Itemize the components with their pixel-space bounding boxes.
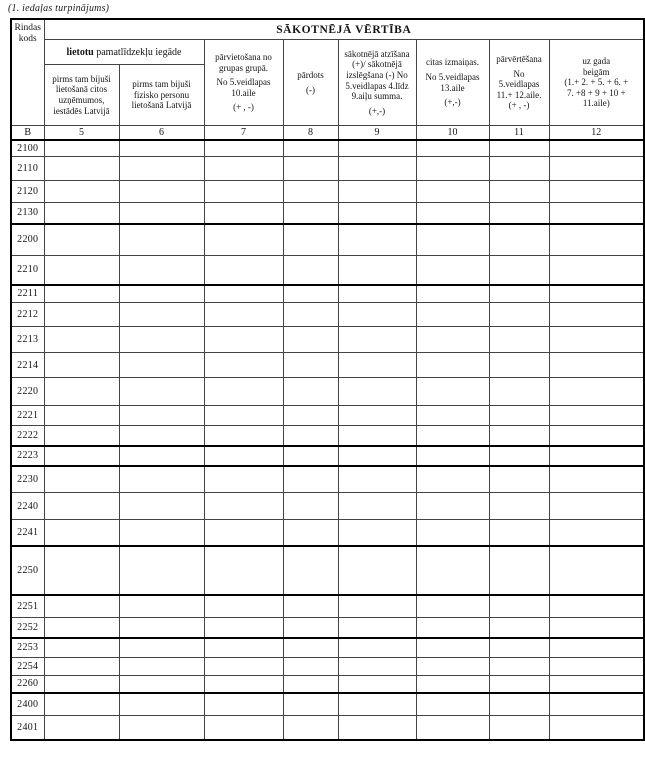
row-code: 2241: [11, 520, 44, 546]
data-cell: [119, 353, 204, 378]
data-cell: [549, 327, 644, 353]
row-code: 2221: [11, 406, 44, 426]
data-cell: [549, 426, 644, 446]
row-code: 2100: [11, 140, 44, 157]
data-cell: [549, 285, 644, 303]
data-cell: [549, 546, 644, 595]
data-cell: [416, 446, 489, 466]
data-cell: [549, 181, 644, 203]
data-cell: [44, 638, 119, 658]
header-paragraph: pirms tam bijuši fizisko personu lietošanā Latvijā: [131, 79, 192, 111]
data-cell: [283, 303, 338, 327]
data-cell: [44, 157, 119, 181]
data-cell: [338, 285, 416, 303]
row-code: 2400: [11, 693, 44, 716]
data-cell: [283, 378, 338, 406]
data-cell: [204, 493, 283, 520]
data-cell: [338, 426, 416, 446]
data-cell: [489, 546, 549, 595]
data-cell: [44, 493, 119, 520]
data-cell: [489, 520, 549, 546]
col-code-9: 9: [338, 126, 416, 140]
data-cell: [204, 638, 283, 658]
table-row-2210: [11, 256, 644, 285]
data-cell: [338, 618, 416, 638]
table-header: [11, 19, 644, 140]
data-cell: [283, 658, 338, 676]
row-code: 2253: [11, 638, 44, 658]
data-cell: [489, 181, 549, 203]
data-cell: [44, 285, 119, 303]
row-code: 2223: [11, 446, 44, 466]
data-cell: [119, 224, 204, 256]
data-cell: [119, 693, 204, 716]
data-cell: [489, 693, 549, 716]
data-cell: [416, 327, 489, 353]
data-cell: [338, 378, 416, 406]
data-cell: [44, 546, 119, 595]
data-cell: [119, 658, 204, 676]
row-code: 2222: [11, 426, 44, 446]
header-paragraph: No 5.veidlapas 11.+ 12.aile. (+ , -): [496, 68, 542, 111]
data-cell: [416, 520, 489, 546]
data-cell: [416, 181, 489, 203]
row-code: 2212: [11, 303, 44, 327]
data-cell: [44, 303, 119, 327]
table-row-2253: [11, 638, 644, 658]
data-cell: [549, 140, 644, 157]
data-cell: [204, 256, 283, 285]
data-cell: [549, 595, 644, 618]
data-cell: [549, 353, 644, 378]
data-cell: [489, 676, 549, 693]
table-row-2251: [11, 595, 644, 618]
table-row-2252: [11, 618, 644, 638]
data-cell: [283, 285, 338, 303]
data-cell: [204, 203, 283, 224]
data-cell: [338, 520, 416, 546]
data-cell: [549, 466, 644, 493]
data-cell: [204, 716, 283, 740]
data-cell: [338, 546, 416, 595]
row-code: 2240: [11, 493, 44, 520]
data-cell: [549, 256, 644, 285]
data-cell: [338, 181, 416, 203]
data-cell: [44, 658, 119, 676]
data-cell: [119, 466, 204, 493]
table-row-2120: [11, 181, 644, 203]
data-cell: [489, 595, 549, 618]
data-cell: [489, 256, 549, 285]
data-cell: [549, 493, 644, 520]
data-cell: [44, 378, 119, 406]
data-cell: [204, 285, 283, 303]
table-row-2400: [11, 693, 644, 716]
data-cell: [204, 466, 283, 493]
data-cell: [283, 181, 338, 203]
data-cell: [283, 595, 338, 618]
data-cell: [204, 303, 283, 327]
row-code: 2213: [11, 327, 44, 353]
data-cell: [44, 466, 119, 493]
data-cell: [119, 618, 204, 638]
data-cell: [489, 353, 549, 378]
data-cell: [416, 303, 489, 327]
data-cell: [549, 520, 644, 546]
data-cell: [119, 157, 204, 181]
data-cell: [283, 406, 338, 426]
data-cell: [549, 157, 644, 181]
data-cell: [283, 466, 338, 493]
data-cell: [204, 181, 283, 203]
data-cell: [44, 256, 119, 285]
data-cell: [204, 157, 283, 181]
data-cell: [338, 466, 416, 493]
header-paragraph: No 5.veidlapas 13.aile: [425, 71, 480, 93]
group-header-rest-part: pamatlīdzekļu iegāde: [93, 46, 182, 58]
data-cell: [416, 595, 489, 618]
header-paragraph: pārvērtēšana: [496, 53, 542, 64]
data-cell: [489, 327, 549, 353]
row-code: 2254: [11, 658, 44, 676]
table-row-2241: [11, 520, 644, 546]
data-cell: [549, 203, 644, 224]
continuation-note: (1. iedaļas turpinājums): [8, 3, 110, 14]
data-cell: [204, 658, 283, 676]
data-cell: [283, 676, 338, 693]
data-cell: [283, 446, 338, 466]
row-code: 2130: [11, 203, 44, 224]
data-cell: [338, 406, 416, 426]
table-row-2213: [11, 327, 644, 353]
data-cell: [489, 466, 549, 493]
data-cell: [416, 426, 489, 446]
data-cell: [489, 303, 549, 327]
data-cell: [416, 224, 489, 256]
data-cell: [283, 426, 338, 446]
row-code: 2401: [11, 716, 44, 740]
col-header-9: [338, 40, 416, 126]
data-cell: [338, 595, 416, 618]
data-cell: [338, 658, 416, 676]
data-cell: [283, 618, 338, 638]
data-cell: [119, 285, 204, 303]
table-row-2401: [11, 716, 644, 740]
table-row-2100: [11, 140, 644, 157]
data-cell: [44, 203, 119, 224]
data-cell: [338, 353, 416, 378]
table-body: [11, 140, 644, 740]
data-cell: [549, 676, 644, 693]
data-cell: [489, 658, 549, 676]
data-cell: [338, 224, 416, 256]
data-cell: [338, 638, 416, 658]
data-cell: [283, 638, 338, 658]
data-cell: [44, 618, 119, 638]
data-cell: [283, 520, 338, 546]
table-row-2230: [11, 466, 644, 493]
table-row-2211: [11, 285, 644, 303]
data-cell: [119, 546, 204, 595]
data-cell: [204, 446, 283, 466]
data-cell: [416, 353, 489, 378]
data-cell: [416, 157, 489, 181]
data-cell: [204, 693, 283, 716]
table-row-2221: [11, 406, 644, 426]
header-row-main: [11, 19, 644, 40]
data-cell: [338, 676, 416, 693]
table-row-2200: [11, 224, 644, 256]
col-code-7: 7: [204, 126, 283, 140]
data-cell: [283, 157, 338, 181]
data-cell: [489, 406, 549, 426]
data-cell: [204, 595, 283, 618]
data-cell: [204, 140, 283, 157]
col-header-7: [204, 40, 283, 126]
data-cell: [338, 446, 416, 466]
header-row-group: [11, 40, 644, 65]
header-paragraph: (+,-): [368, 105, 386, 116]
data-cell: [204, 224, 283, 256]
data-cell: [44, 140, 119, 157]
data-cell: [549, 658, 644, 676]
data-cell: [283, 693, 338, 716]
col-header-11: [489, 40, 549, 126]
data-cell: [283, 203, 338, 224]
data-cell: [119, 327, 204, 353]
data-cell: [283, 256, 338, 285]
table-row-2254: [11, 658, 644, 676]
table-row-2110: [11, 157, 644, 181]
data-cell: [489, 285, 549, 303]
row-code: 2252: [11, 618, 44, 638]
col-code-B: B: [11, 126, 44, 140]
data-cell: [119, 426, 204, 446]
data-cell: [416, 676, 489, 693]
data-cell: [283, 327, 338, 353]
data-cell: [489, 157, 549, 181]
data-cell: [338, 493, 416, 520]
data-cell: [416, 378, 489, 406]
data-cell: [489, 493, 549, 520]
data-cell: [338, 256, 416, 285]
data-cell: [338, 327, 416, 353]
data-cell: [283, 353, 338, 378]
data-cell: [119, 140, 204, 157]
data-cell: [283, 224, 338, 256]
data-cell: [549, 446, 644, 466]
header-paragraph: pirms tam bijuši lietošanā citos uzņēmumos, iestādēs Latvijā: [52, 73, 111, 116]
data-cell: [44, 426, 119, 446]
data-cell: [204, 426, 283, 446]
data-cell: [338, 203, 416, 224]
data-cell: [549, 618, 644, 638]
data-cell: [489, 446, 549, 466]
data-cell: [44, 224, 119, 256]
data-cell: [416, 493, 489, 520]
data-cell: [489, 378, 549, 406]
data-cell: [44, 406, 119, 426]
data-cell: [283, 140, 338, 157]
data-cell: [119, 378, 204, 406]
data-cell: [44, 716, 119, 740]
data-cell: [338, 716, 416, 740]
data-cell: [416, 693, 489, 716]
data-cell: [119, 446, 204, 466]
header-paragraph: (+,-): [444, 97, 461, 108]
data-cell: [119, 406, 204, 426]
data-cell: [204, 353, 283, 378]
data-cell: [119, 638, 204, 658]
data-cell: [338, 140, 416, 157]
data-cell: [44, 520, 119, 546]
table-row-2214: [11, 353, 644, 378]
data-cell: [119, 181, 204, 203]
row-code: 2200: [11, 224, 44, 256]
table-row-2222: [11, 426, 644, 446]
data-cell: [119, 676, 204, 693]
data-cell: [204, 520, 283, 546]
table-row-2212: [11, 303, 644, 327]
col-header-10: [416, 40, 489, 126]
header-paragraph: pārdots: [297, 69, 324, 80]
row-code: 2214: [11, 353, 44, 378]
row-code: 2110: [11, 157, 44, 181]
header-paragraph: sākotnējā atzīšana (+)/ sākotnējā izslēgšana (-) No 5.veidlapas 4.līdz 9.aiļu summa.: [344, 48, 410, 102]
data-cell: [283, 546, 338, 595]
data-cell: [549, 378, 644, 406]
data-cell: [416, 658, 489, 676]
data-cell: [204, 378, 283, 406]
table-row-2220: [11, 378, 644, 406]
col-code-8: 8: [283, 126, 338, 140]
row-code: 2120: [11, 181, 44, 203]
data-cell: [283, 716, 338, 740]
data-cell: [549, 303, 644, 327]
col-header-6: [119, 65, 204, 126]
col-code-11: 11: [489, 126, 549, 140]
data-cell: [338, 157, 416, 181]
row-code-column-header: Rindas kods: [11, 19, 44, 126]
row-code: 2210: [11, 256, 44, 285]
row-code: 2211: [11, 285, 44, 303]
data-cell: [416, 546, 489, 595]
data-cell: [44, 693, 119, 716]
data-cell: [489, 224, 549, 256]
data-cell: [44, 327, 119, 353]
col-code-12: 12: [549, 126, 644, 140]
data-cell: [204, 327, 283, 353]
table-row-2130: [11, 203, 644, 224]
data-cell: [119, 303, 204, 327]
col-code-5: 5: [44, 126, 119, 140]
data-cell: [119, 256, 204, 285]
row-code: 2251: [11, 595, 44, 618]
col-header-12: [549, 40, 644, 126]
header-paragraph: citas izmaiņas.: [426, 57, 479, 68]
table-row-2223: [11, 446, 644, 466]
header-paragraph: No 5.veidlapas 10.aile: [216, 77, 271, 98]
col-code-10: 10: [416, 126, 489, 140]
data-cell: [416, 638, 489, 658]
header-paragraph: (-): [306, 84, 315, 95]
data-cell: [489, 426, 549, 446]
data-cell: [44, 181, 119, 203]
header-paragraph: (+ , -): [233, 102, 254, 113]
data-cell: [44, 353, 119, 378]
row-code: 2250: [11, 546, 44, 595]
col-header-5: [44, 65, 119, 126]
group-header-bold-part: lietotu: [66, 46, 94, 58]
col-group-header-used-assets: [44, 40, 204, 65]
data-cell: [489, 638, 549, 658]
table-row-2240: [11, 493, 644, 520]
header-paragraph: pārvietošana no grupas grupā.: [215, 51, 272, 73]
table-row-2250: [11, 546, 644, 595]
header-row-codes: [11, 126, 644, 140]
col-code-6: 6: [119, 126, 204, 140]
row-code: 2220: [11, 378, 44, 406]
data-cell: [338, 303, 416, 327]
data-cell: [416, 256, 489, 285]
data-cell: [204, 676, 283, 693]
main-header: SĀKOTNĒJĀ VĒRTĪBA: [44, 19, 644, 40]
data-cell: [416, 203, 489, 224]
fixed-assets-initial-value-table: [10, 18, 645, 741]
data-cell: [416, 618, 489, 638]
data-cell: [338, 693, 416, 716]
data-cell: [44, 595, 119, 618]
data-cell: [549, 224, 644, 256]
data-cell: [44, 676, 119, 693]
row-code: 2260: [11, 676, 44, 693]
data-cell: [416, 716, 489, 740]
data-cell: [489, 618, 549, 638]
data-cell: [204, 406, 283, 426]
data-cell: [119, 595, 204, 618]
data-cell: [119, 716, 204, 740]
data-cell: [283, 493, 338, 520]
data-cell: [119, 520, 204, 546]
data-cell: [119, 203, 204, 224]
data-cell: [549, 638, 644, 658]
table-row-2260: [11, 676, 644, 693]
data-cell: [549, 406, 644, 426]
data-cell: [416, 466, 489, 493]
row-code: 2230: [11, 466, 44, 493]
data-cell: [549, 716, 644, 740]
data-cell: [489, 140, 549, 157]
data-cell: [489, 203, 549, 224]
data-cell: [416, 140, 489, 157]
data-cell: [416, 406, 489, 426]
data-cell: [44, 446, 119, 466]
col-header-8: [283, 40, 338, 126]
header-paragraph: uz gada beigām (1.+ 2. + 5. + 6. + 7. +8 + 9 + 10 + 11.aile): [564, 55, 629, 109]
data-cell: [416, 285, 489, 303]
data-cell: [489, 716, 549, 740]
data-cell: [549, 693, 644, 716]
data-cell: [119, 493, 204, 520]
data-cell: [204, 618, 283, 638]
data-cell: [204, 546, 283, 595]
